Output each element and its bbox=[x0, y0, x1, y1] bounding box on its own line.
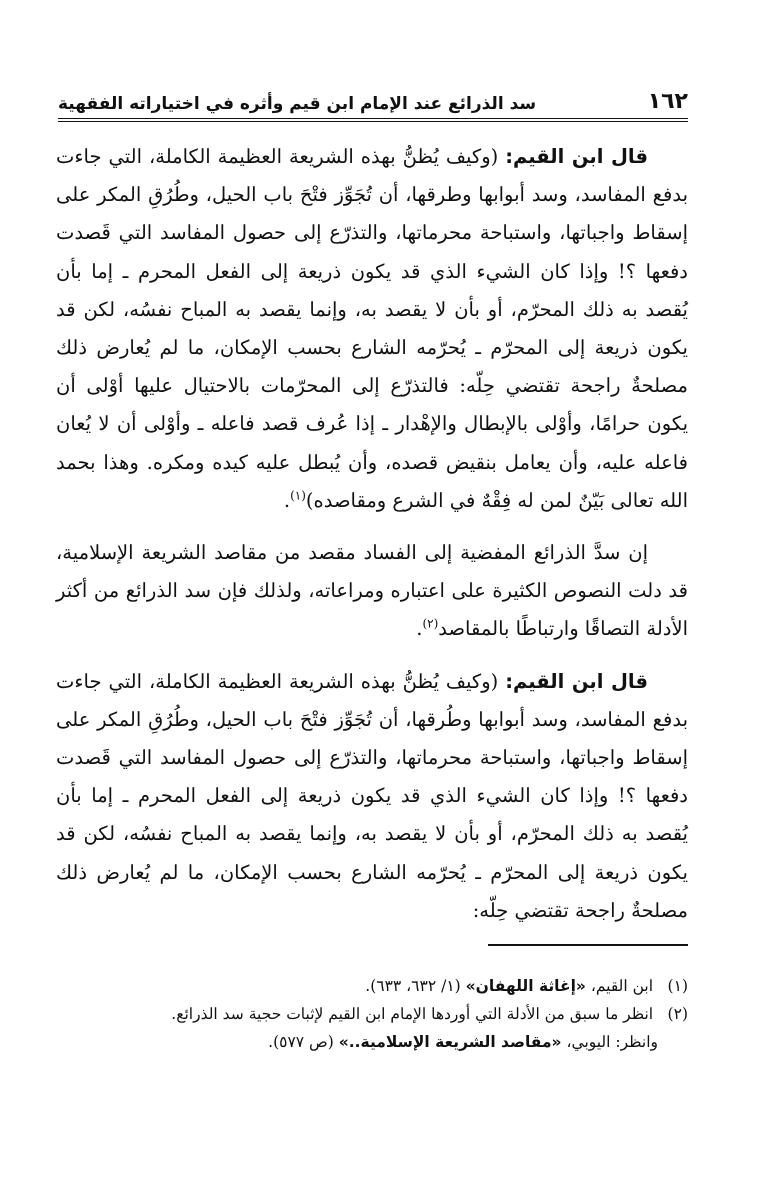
footnote-number: (١) bbox=[667, 977, 688, 995]
speaker-label: قال ابن القيم: bbox=[505, 145, 648, 168]
paragraph-commentary bbox=[56, 534, 688, 649]
footnote-text: وانظر: اليوبي، bbox=[566, 1033, 658, 1051]
footnote-source-title: «إغاثة اللهفان» bbox=[465, 977, 586, 995]
paragraph-end: . bbox=[416, 617, 423, 641]
running-title: سد الذرائع عند الإمام ابن قيم وأثره في اختياراته الفقهية bbox=[58, 94, 537, 114]
paragraph-text: إن سدَّ الذرائع المفضية إلى الفساد مقصد من مقاصد الشريعة الإسلامية، قد دلت النصوص الكثيرة على اعتباره ومراعاته، ولذلك فإن سد الذرائع من أكثر الأدلة التصاقًا وارتباطًا بالمقاصد bbox=[56, 541, 688, 641]
footnote-text: انظر ما سبق من الأدلة التي أوردها الإمام ابن القيم لإثبات حجية سد الذرائع. bbox=[171, 1005, 654, 1023]
footnote-ref-1[interactable]: (١) bbox=[290, 488, 306, 503]
footnote-number: (٢) bbox=[667, 1005, 688, 1023]
footnote-2 bbox=[56, 1000, 688, 1028]
paragraph-quote-2 bbox=[56, 663, 688, 930]
footnote-separator bbox=[488, 944, 688, 946]
paragraph-quote-1 bbox=[56, 138, 688, 520]
paragraph-text: (وكيف يُظنُّ بهذه الشريعة العظيمة الكاملة، التي جاءت بدفع المفاسد، وسد أبوابها وطُرقها، أن تُجَوِّز فتْحَ باب الحيل، وطُرُقِ المكر على إسقاط واجباتها، واستباحة محرماتها، والتذرّع إلى حصول المفاسد التي قَصدت دفعها ؟! وإذا كان الشيء الذي قد يكون ذريعة إلى الفعل المحرم ـ إما بأن يُقصد به ذلك المحرّم، أو بأن لا يقصد به، وإنما يقصد به المباح نفسُه، لكن قد يكون ذريعة إلى المحرّم ـ يُحرّمه الشارع بحسب الإمكان، ما لم يُعارض ذلك مصلحةٌ راجحة تقتضي حِلّه: bbox=[56, 669, 688, 922]
footnote-citation: (١/ ٦٣٢، ٦٣٣). bbox=[365, 977, 461, 995]
footnote-source-title: «مقاصد الشريعة الإسلامية..» bbox=[338, 1033, 562, 1051]
footnote-2-continued bbox=[56, 1028, 688, 1056]
paragraph-text: (وكيف يُظنُّ بهذه الشريعة العظيمة الكاملة، التي جاءت بدفع المفاسد، وسد أبوابها وطرقها، أن تُجَوِّز فتْحَ باب الحيل، وطُرُقِ المكر على إسقاط واجباتها، واستباحة محرماتها، والتذرّع إلى حصول المفاسد التي قَصدت دفعها ؟! وإذا كان الشيء الذي قد يكون ذريعة إلى الفعل المحرم ـ إما بأن يُقصد به ذلك المحرّم، أو بأن لا يقصد به، وإنما يقصد به المباح نفسُه، لكن قد يكون ذريعة إلى المحرّم ـ يُحرّمه الشارع بحسب الإمكان، ما لم يُعارض ذلك مصلحةٌ راجحة تقتضي حِلّه: فالتذرّع إلى المحرّمات بالاحتيال عليها أوْلى أن يكون حرامًا، وأوْلى بالإبطال والإهْدار ـ إذا عُرف قصد فاعله ـ وأوْلى أن لا يُعان فاعله عليه، وأن يعامل بنقيض قصده، وأن يُبطل عليه كيده ومكره. وهذا بحمد الله تعالى بَيّنٌ لمن له فِقْهٌ في الشرع ومقاصده) bbox=[56, 145, 688, 512]
footnote-citation: (ص ٥٧٧). bbox=[268, 1033, 334, 1051]
footnote-1 bbox=[56, 972, 688, 1000]
footnotes bbox=[56, 972, 688, 1056]
footnote-text: ابن القيم، bbox=[590, 977, 654, 995]
page-header bbox=[58, 82, 688, 122]
page-number: ١٦٢ bbox=[647, 89, 688, 114]
main-text bbox=[56, 138, 688, 930]
speaker-label: قال ابن القيم: bbox=[505, 669, 648, 693]
paragraph-end: . bbox=[283, 488, 291, 512]
footnote-ref-2[interactable]: (٢) bbox=[422, 616, 439, 631]
